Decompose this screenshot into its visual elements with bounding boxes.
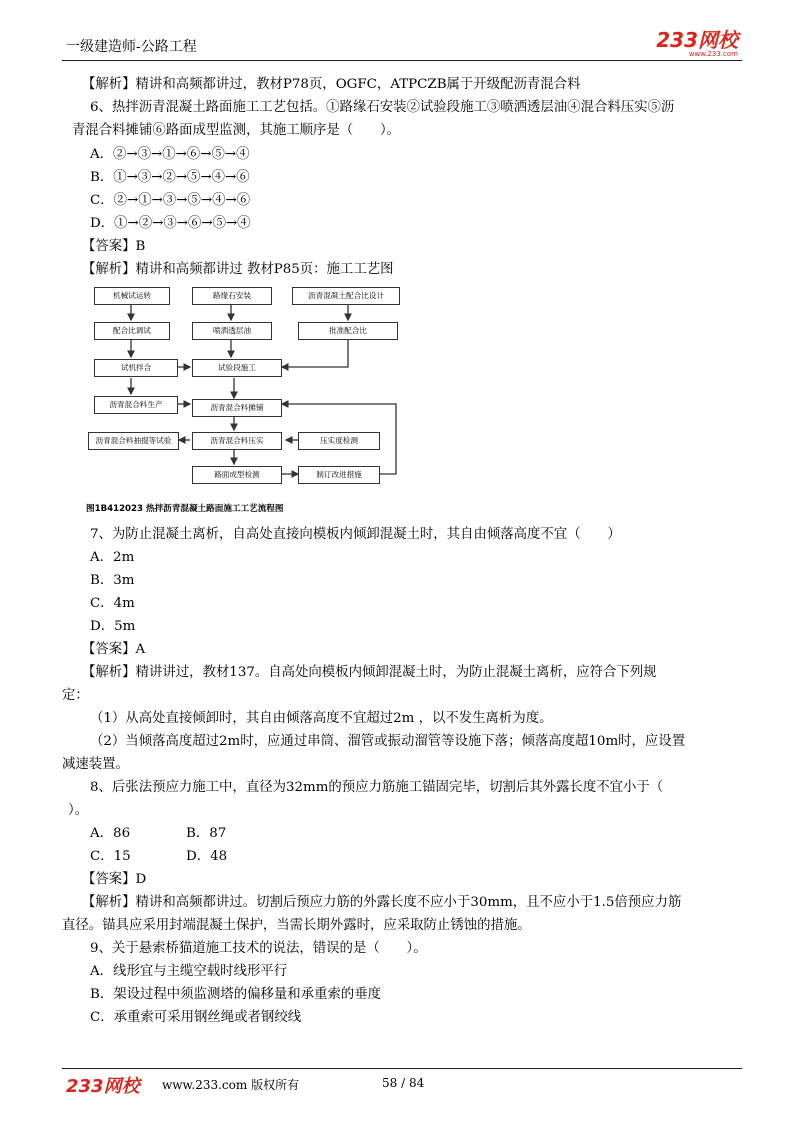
page-header bbox=[62, 30, 742, 60]
rule-1: （1）从高处直接倾卸时，其自由倾落高度不宜超过2m ，以不发生离析为度。 bbox=[90, 711, 553, 726]
analysis-7-cont: 定： bbox=[62, 688, 89, 703]
box-machine-test: 机械试运转 bbox=[94, 287, 170, 305]
option-a: A．②→③→①→⑥→⑤→④ bbox=[90, 147, 250, 162]
figure-caption: 图1B412023 热拌沥青混凝土路面施工工艺流程图 bbox=[86, 504, 284, 514]
footer-copyright: www.233.com 版权所有 bbox=[162, 1078, 300, 1092]
q7-option-d: D．5m bbox=[90, 619, 136, 634]
process-flow-diagram bbox=[86, 280, 406, 520]
q9-option-b: B．架设过程中须监测塔的偏移量和承重索的垂度 bbox=[90, 987, 382, 1002]
analysis-7: 【解析】精讲讲过，教材137。自高处向模板内倾卸混凝土时，为防止混凝土离析，应符合下列规 bbox=[82, 665, 657, 680]
option-d: D．①→②→③→⑥→⑤→④ bbox=[90, 216, 251, 231]
logo-url: www.233.com bbox=[688, 50, 738, 58]
footer-logo: 233网校 bbox=[66, 1076, 140, 1097]
box-mix-design: 沥青混凝土配合比设计 bbox=[292, 287, 400, 305]
q8-option-c: C．15 bbox=[90, 849, 131, 864]
question-8: 8、后张法预应力施工中，直径为32mm的预应力筋施工锚固完毕，切割后其外露长度不宜小于（ bbox=[90, 780, 664, 795]
box-trial-mixing: 试机拌合 bbox=[94, 359, 178, 377]
analysis-6: 【解析】精讲和高频都讲过 教材P85页：施工工艺图 bbox=[82, 262, 394, 277]
brand-logo bbox=[656, 30, 738, 58]
analysis-q5: 【解析】精讲和高频都讲过，教材P78页，OGFC，ATPCZB属于开级配沥青混合料 bbox=[82, 77, 581, 92]
answer-7: 【答案】A bbox=[82, 642, 146, 657]
answer-8: 【答案】D bbox=[82, 872, 147, 887]
box-prime-coat: 喷洒透层油 bbox=[192, 322, 272, 340]
box-curb-install: 路缘石安装 bbox=[192, 287, 272, 305]
analysis-8-cont: 直径。锚具应采用封端混凝土保护，当需长期外露时，应采取防止锈蚀的措施。 bbox=[62, 918, 531, 933]
option-b: B．①→③→②→⑤→④→⑥ bbox=[90, 170, 250, 185]
page-number: 58 / 84 bbox=[382, 1076, 425, 1090]
answer-6: 【答案】B bbox=[82, 239, 146, 254]
analysis-8: 【解析】精讲和高频都讲过。切割后预应力筋的外露长度不应小于30mm，且不应小于1.5倍预应力筋 bbox=[82, 895, 682, 910]
page-footer bbox=[62, 1072, 742, 1096]
q9-option-c: C．承重索可采用钢丝绳或者钢绞线 bbox=[90, 1010, 302, 1025]
header-title: 一级建造师-公路工程 bbox=[66, 39, 197, 55]
box-trial-section: 试验段施工 bbox=[192, 359, 282, 377]
q7-option-a: A．2m bbox=[90, 550, 135, 565]
box-approve-mix: 批准配合比 bbox=[298, 322, 398, 340]
option-c: C．②→①→③→⑤→④→⑥ bbox=[90, 193, 251, 208]
box-improvement: 制订改进措施 bbox=[298, 466, 380, 484]
rule-2: （2）当倾落高度超过2m时，应通过串筒、溜管或振动溜管等设施下落；倾落高度超10m时，应设置 bbox=[90, 734, 686, 749]
q7-option-c: C．4m bbox=[90, 596, 135, 611]
q8-option-b: B．87 bbox=[186, 826, 227, 841]
q9-option-a: A．线形宜与主缆空载时线形平行 bbox=[90, 964, 288, 979]
question-6-cont: 青混合料摊铺⑥路面成型监测，其施工顺序是（ ）。 bbox=[72, 123, 401, 138]
question-9: 9、关于悬索桥猫道施工技术的说法，错误的是（ ）。 bbox=[90, 941, 427, 956]
q8-option-d: D．48 bbox=[186, 849, 228, 864]
box-density-check: 压实度检测 bbox=[298, 432, 380, 450]
q7-option-b: B．3m bbox=[90, 573, 135, 588]
box-extraction-test: 沥青混合料抽提等试验 bbox=[88, 432, 179, 450]
rule-2-cont: 减速装置。 bbox=[62, 757, 129, 772]
arrow-b6-b8 bbox=[282, 340, 348, 367]
q8-option-a: A．86 bbox=[90, 826, 131, 841]
question-6: 6、热拌沥青混凝土路面施工工艺包括。①路缘石安装②试验段施工③喷洒透层油④混合料压实⑤沥 bbox=[90, 100, 675, 115]
box-mix-adjust: 配合比调试 bbox=[94, 322, 170, 340]
footer-divider bbox=[62, 1068, 742, 1069]
question-7: 7、为防止混凝土离析，自高处直接向模板内倾卸混凝土时，其自由倾落高度不宜（ ） bbox=[90, 527, 621, 542]
question-8-cont: ）。 bbox=[68, 803, 89, 818]
box-surface-check: 路面成型检测 bbox=[192, 466, 282, 484]
box-paving: 沥青混合料摊铺 bbox=[192, 399, 282, 417]
box-mix-production: 沥青混合料生产 bbox=[94, 396, 178, 414]
logo-text: 233网校 bbox=[656, 28, 738, 52]
box-compaction: 沥青混合料压实 bbox=[192, 432, 282, 450]
header-divider bbox=[62, 60, 742, 61]
